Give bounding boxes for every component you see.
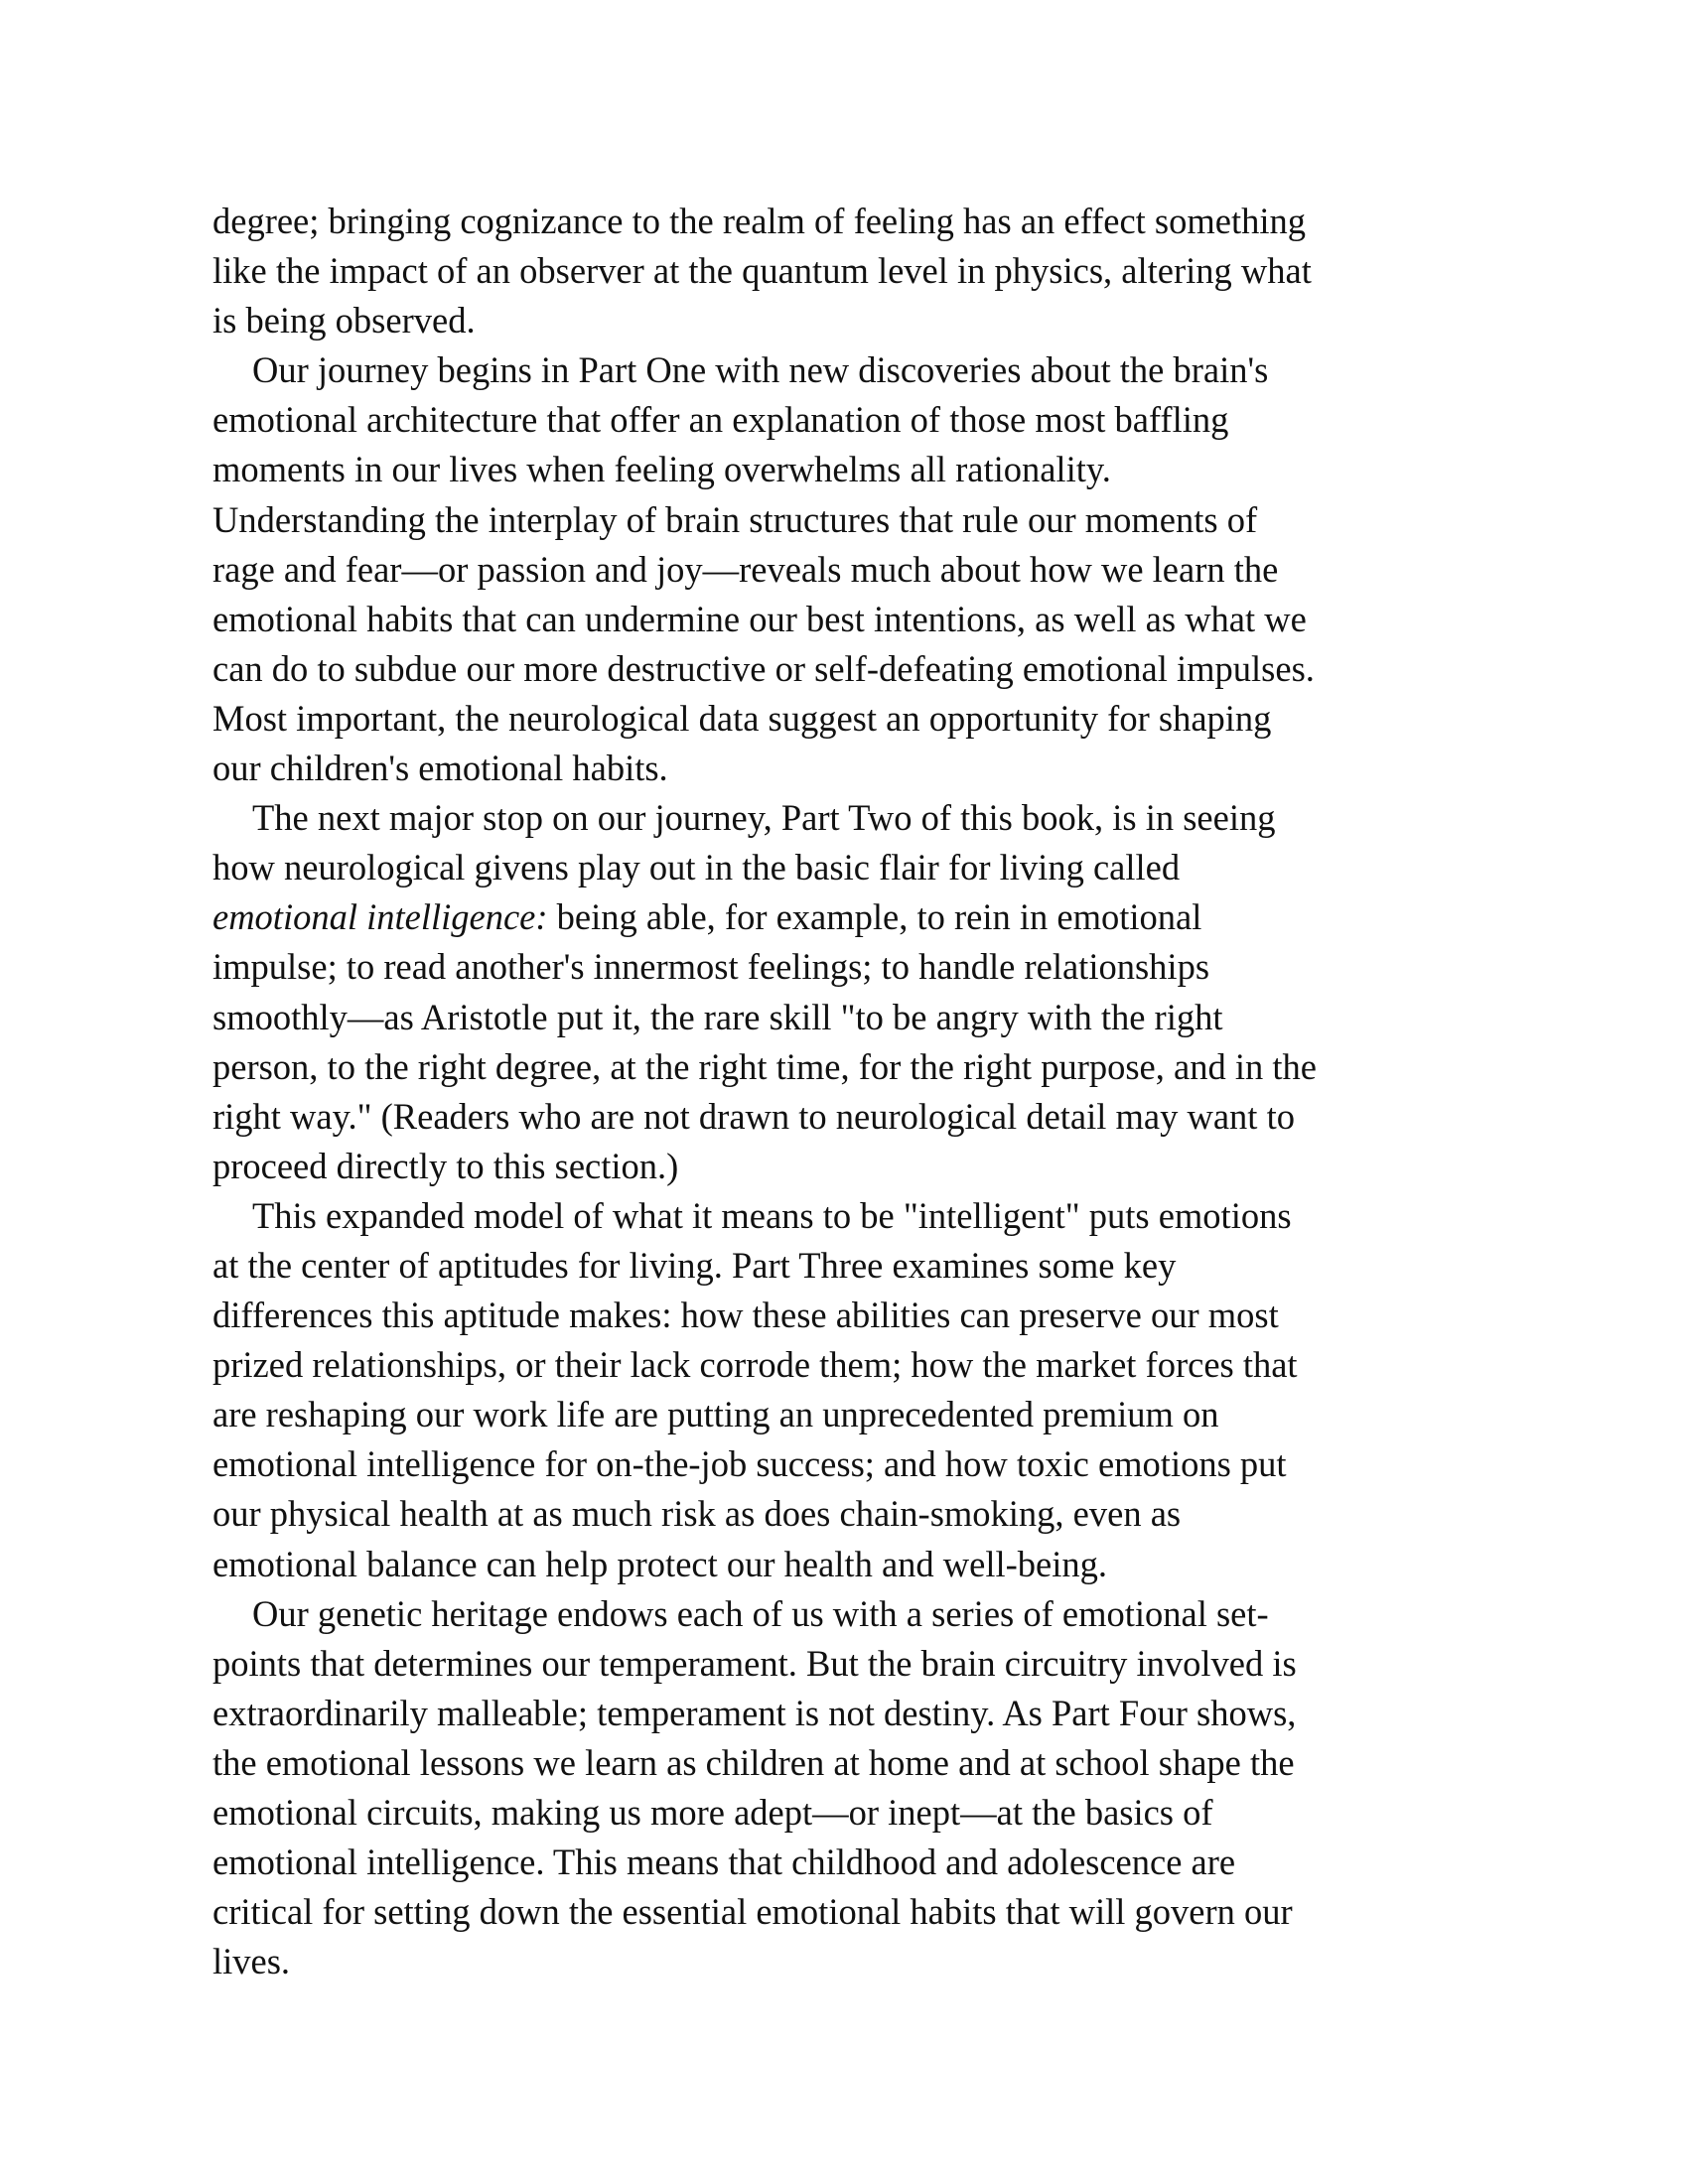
line-text: right way." (Readers who are not drawn to neurological detail may want to bbox=[212, 1095, 1295, 1137]
text-line bbox=[212, 1092, 1493, 1142]
line-text: emotional circuits, making us more adept—or inept—at the basics of bbox=[212, 1792, 1213, 1833]
line-text: Our genetic heritage endows each of us with a series of emotional set- bbox=[252, 1592, 1269, 1634]
italic-term: emotional intelligence: bbox=[212, 896, 548, 938]
line-text: emotional habits that can undermine our best intentions, as well as what we bbox=[212, 598, 1307, 639]
text-line bbox=[212, 197, 1493, 246]
text-line bbox=[212, 545, 1493, 595]
line-text: This expanded model of what it means to be "intelligent" puts emotions bbox=[252, 1194, 1292, 1236]
text-line bbox=[212, 246, 1493, 296]
line-text: Our journey begins in Part One with new discoveries about the brain's bbox=[252, 349, 1269, 391]
paragraph-first-line bbox=[212, 345, 1493, 395]
paragraph-first-line bbox=[212, 1589, 1493, 1639]
line-text: emotional architecture that offer an explanation of those most baffling bbox=[212, 399, 1229, 441]
text-line bbox=[212, 1489, 1493, 1539]
text-line bbox=[212, 843, 1493, 892]
line-text: being able, for example, to rein in emotional bbox=[547, 896, 1202, 938]
text-line bbox=[212, 1838, 1493, 1887]
line-text: The next major stop on our journey, Part Two of this book, is in seeing bbox=[252, 797, 1276, 839]
line-text: the emotional lessons we learn as children at home and at school shape the bbox=[212, 1741, 1295, 1783]
line-text: emotional balance can help protect our health and well-being. bbox=[212, 1543, 1107, 1584]
text-line bbox=[212, 445, 1493, 494]
text-line bbox=[212, 942, 1493, 992]
line-text: emotional intelligence. This means that childhood and adolescence are bbox=[212, 1842, 1236, 1883]
text-line bbox=[212, 1042, 1493, 1092]
line-text: are reshaping our work life are putting an unprecedented premium on bbox=[212, 1394, 1219, 1435]
text-line bbox=[212, 1639, 1493, 1689]
text-line bbox=[212, 1540, 1493, 1589]
line-text: is being observed. bbox=[212, 300, 476, 341]
line-text: points that determines our temperament. But the brain circuitry involved is bbox=[212, 1642, 1297, 1684]
line-text: our children's emotional habits. bbox=[212, 748, 668, 789]
body-text bbox=[212, 197, 1493, 1986]
text-line bbox=[212, 595, 1493, 644]
line-text: proceed directly to this section.) bbox=[212, 1145, 679, 1186]
line-text: how neurological givens play out in the basic flair for living called bbox=[212, 847, 1181, 888]
line-text: like the impact of an observer at the quantum level in physics, altering what bbox=[212, 250, 1312, 292]
text-line bbox=[212, 296, 1493, 345]
text-line bbox=[212, 1291, 1493, 1340]
text-line bbox=[212, 694, 1493, 744]
line-text: moments in our lives when feeling overwhelms all rationality. bbox=[212, 449, 1111, 490]
line-text: Most important, the neurological data suggest an opportunity for shaping bbox=[212, 697, 1272, 739]
line-text: smoothly—as Aristotle put it, the rare skill "to be angry with the right bbox=[212, 996, 1223, 1037]
line-text: can do to subdue our more destructive or self-defeating emotional impulses. bbox=[212, 647, 1315, 689]
text-line bbox=[212, 892, 1493, 942]
line-text: differences this aptitude makes: how these abilities can preserve our most bbox=[212, 1295, 1279, 1336]
line-text: our physical health at as much risk as does chain-smoking, even as bbox=[212, 1493, 1182, 1535]
line-text: extraordinarily malleable; temperament is not destiny. As Part Four shows, bbox=[212, 1692, 1297, 1733]
text-line bbox=[212, 744, 1493, 793]
line-text: rage and fear—or passion and joy—reveals much about how we learn the bbox=[212, 548, 1279, 590]
text-line bbox=[212, 1738, 1493, 1788]
text-line bbox=[212, 1390, 1493, 1439]
text-line bbox=[212, 1689, 1493, 1738]
text-line bbox=[212, 1142, 1493, 1191]
text-line bbox=[212, 1788, 1493, 1838]
paragraph-first-line bbox=[212, 1191, 1493, 1241]
line-text: lives. bbox=[212, 1941, 291, 1982]
text-line bbox=[212, 1937, 1493, 1986]
text-line bbox=[212, 1439, 1493, 1489]
line-text: person, to the right degree, at the right time, for the right purpose, and in the bbox=[212, 1045, 1317, 1087]
text-line bbox=[212, 395, 1493, 445]
line-text: Understanding the interplay of brain structures that rule our moments of bbox=[212, 498, 1258, 540]
line-text: at the center of aptitudes for living. Part Three examines some key bbox=[212, 1244, 1177, 1286]
line-text: impulse; to read another's innermost feelings; to handle relationships bbox=[212, 946, 1210, 988]
text-line bbox=[212, 1340, 1493, 1390]
line-text: degree; bringing cognizance to the realm of feeling has an effect something bbox=[212, 201, 1306, 241]
line-text: emotional intelligence for on-the-job success; and how toxic emotions put bbox=[212, 1443, 1287, 1485]
text-line bbox=[212, 495, 1493, 545]
line-text: prized relationships, or their lack corrode them; how the market forces that bbox=[212, 1344, 1298, 1386]
text-line bbox=[212, 1241, 1493, 1291]
text-line bbox=[212, 1887, 1493, 1937]
line-text: critical for setting down the essential emotional habits that will govern our bbox=[212, 1891, 1293, 1933]
text-line bbox=[212, 993, 1493, 1042]
text-line bbox=[212, 644, 1493, 694]
paragraph-first-line bbox=[212, 793, 1493, 843]
document-page bbox=[212, 197, 1493, 1986]
